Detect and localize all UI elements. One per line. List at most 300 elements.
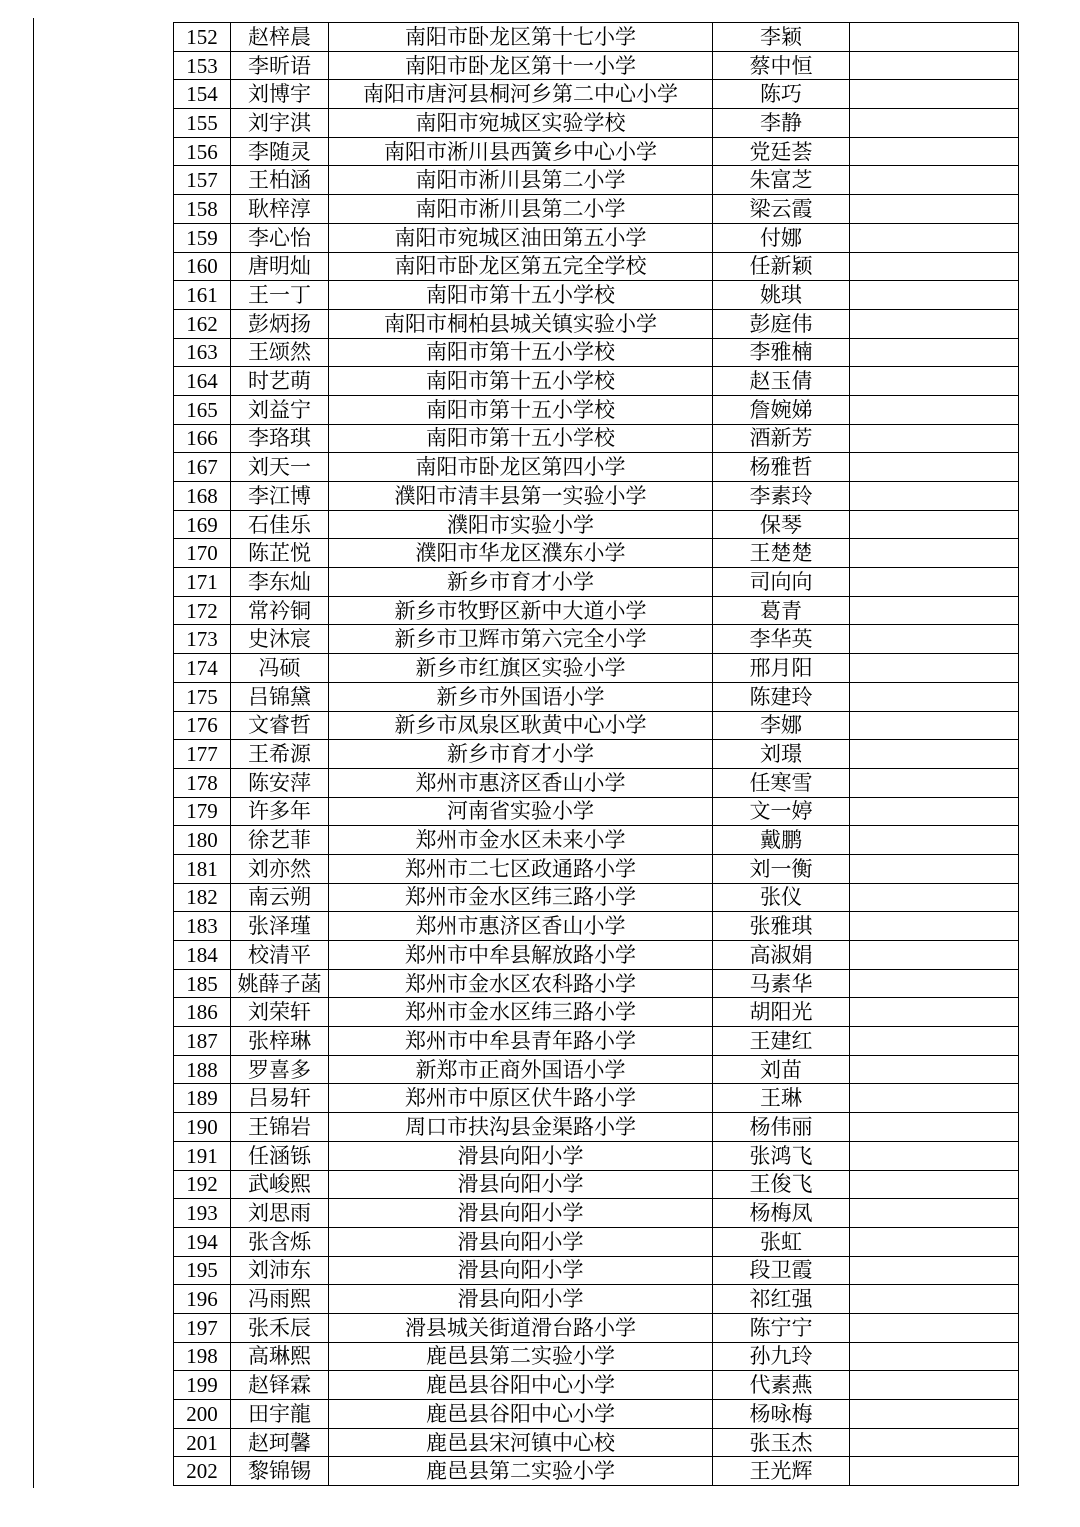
remark-cell	[850, 1285, 1019, 1314]
student-name-cell: 陈芷悦	[231, 539, 329, 568]
remark-cell	[850, 137, 1019, 166]
teacher-cell: 姚琪	[713, 281, 850, 310]
table-row	[174, 969, 1019, 998]
remark-cell	[850, 854, 1019, 883]
student-name-cell: 刘博宇	[231, 80, 329, 109]
row-number-cell: 163	[174, 338, 231, 367]
remark-cell	[850, 568, 1019, 597]
table-row	[174, 826, 1019, 855]
table-row	[174, 1141, 1019, 1170]
school-cell: 新乡市牧野区新中大道小学	[329, 596, 713, 625]
teacher-cell: 李素玲	[713, 482, 850, 511]
student-name-cell: 文睿哲	[231, 711, 329, 740]
teacher-cell: 王俊飞	[713, 1170, 850, 1199]
teacher-cell: 王光辉	[713, 1457, 850, 1486]
table-row	[174, 941, 1019, 970]
remark-cell	[850, 740, 1019, 769]
school-cell: 郑州市中原区伏牛路小学	[329, 1084, 713, 1113]
row-number-cell: 200	[174, 1400, 231, 1429]
teacher-cell: 高淑娟	[713, 941, 850, 970]
school-cell: 南阳市淅川县西簧乡中心小学	[329, 137, 713, 166]
remark-cell	[850, 1141, 1019, 1170]
remark-cell	[850, 424, 1019, 453]
table-row	[174, 1457, 1019, 1486]
school-cell: 周口市扶沟县金渠路小学	[329, 1113, 713, 1142]
student-name-cell: 王颂然	[231, 338, 329, 367]
student-name-cell: 王希源	[231, 740, 329, 769]
student-name-cell: 陈安萍	[231, 768, 329, 797]
school-cell: 新乡市育才小学	[329, 740, 713, 769]
remark-cell	[850, 768, 1019, 797]
table-row	[174, 23, 1019, 52]
row-number-cell: 169	[174, 510, 231, 539]
remark-cell	[850, 23, 1019, 52]
row-number-cell: 185	[174, 969, 231, 998]
roster-table	[173, 22, 1019, 1486]
remark-cell	[850, 654, 1019, 683]
student-name-cell: 罗喜多	[231, 1055, 329, 1084]
student-name-cell: 彭炳扬	[231, 309, 329, 338]
remark-cell	[850, 1457, 1019, 1486]
table-row	[174, 1256, 1019, 1285]
teacher-cell: 代素燕	[713, 1371, 850, 1400]
student-name-cell: 张梓琳	[231, 1027, 329, 1056]
school-cell: 鹿邑县第二实验小学	[329, 1457, 713, 1486]
school-cell: 南阳市第十五小学校	[329, 424, 713, 453]
remark-cell	[850, 1227, 1019, 1256]
table-row	[174, 568, 1019, 597]
row-number-cell: 196	[174, 1285, 231, 1314]
teacher-cell: 彭庭伟	[713, 309, 850, 338]
row-number-cell: 153	[174, 51, 231, 80]
student-name-cell: 王锦岩	[231, 1113, 329, 1142]
teacher-cell: 张雅琪	[713, 912, 850, 941]
remark-cell	[850, 367, 1019, 396]
table-row	[174, 1342, 1019, 1371]
table-row	[174, 1027, 1019, 1056]
teacher-cell: 杨梅凤	[713, 1199, 850, 1228]
row-number-cell: 161	[174, 281, 231, 310]
table-row	[174, 1285, 1019, 1314]
row-number-cell: 171	[174, 568, 231, 597]
remark-cell	[850, 109, 1019, 138]
student-name-cell: 高琳熙	[231, 1342, 329, 1371]
school-cell: 郑州市惠济区香山小学	[329, 912, 713, 941]
teacher-cell: 李静	[713, 109, 850, 138]
table-row	[174, 223, 1019, 252]
student-name-cell: 刘益宁	[231, 395, 329, 424]
teacher-cell: 葛青	[713, 596, 850, 625]
table-row	[174, 912, 1019, 941]
student-name-cell: 张泽瑾	[231, 912, 329, 941]
row-number-cell: 197	[174, 1313, 231, 1342]
teacher-cell: 陈宁宁	[713, 1313, 850, 1342]
remark-cell	[850, 309, 1019, 338]
table-row	[174, 80, 1019, 109]
teacher-cell: 刘苗	[713, 1055, 850, 1084]
student-name-cell: 武峻熙	[231, 1170, 329, 1199]
teacher-cell: 陈巧	[713, 80, 850, 109]
student-name-cell: 李昕语	[231, 51, 329, 80]
row-number-cell: 177	[174, 740, 231, 769]
remark-cell	[850, 1199, 1019, 1228]
row-number-cell: 184	[174, 941, 231, 970]
school-cell: 南阳市卧龙区第四小学	[329, 453, 713, 482]
row-number-cell: 202	[174, 1457, 231, 1486]
remark-cell	[850, 166, 1019, 195]
school-cell: 南阳市淅川县第二小学	[329, 166, 713, 195]
remark-cell	[850, 826, 1019, 855]
row-number-cell: 158	[174, 195, 231, 224]
table-row	[174, 625, 1019, 654]
school-cell: 河南省实验小学	[329, 797, 713, 826]
remark-cell	[850, 969, 1019, 998]
student-name-cell: 田宇龍	[231, 1400, 329, 1429]
student-name-cell: 李随灵	[231, 137, 329, 166]
row-number-cell: 154	[174, 80, 231, 109]
school-cell: 南阳市宛城区油田第五小学	[329, 223, 713, 252]
row-number-cell: 201	[174, 1428, 231, 1457]
table-row	[174, 338, 1019, 367]
student-name-cell: 刘沛东	[231, 1256, 329, 1285]
row-number-cell: 157	[174, 166, 231, 195]
remark-cell	[850, 510, 1019, 539]
remark-cell	[850, 912, 1019, 941]
teacher-cell: 任新颖	[713, 252, 850, 281]
teacher-cell: 王楚楚	[713, 539, 850, 568]
table-row	[174, 1371, 1019, 1400]
row-number-cell: 165	[174, 395, 231, 424]
remark-cell	[850, 1400, 1019, 1429]
remark-cell	[850, 883, 1019, 912]
student-name-cell: 冯雨熙	[231, 1285, 329, 1314]
school-cell: 滑县向阳小学	[329, 1227, 713, 1256]
school-cell: 濮阳市华龙区濮东小学	[329, 539, 713, 568]
table-row	[174, 1170, 1019, 1199]
student-name-cell: 李东灿	[231, 568, 329, 597]
student-name-cell: 刘荣轩	[231, 998, 329, 1027]
remark-cell	[850, 338, 1019, 367]
school-cell: 新乡市红旗区实验小学	[329, 654, 713, 683]
school-cell: 滑县向阳小学	[329, 1199, 713, 1228]
student-name-cell: 赵铎霖	[231, 1371, 329, 1400]
row-number-cell: 160	[174, 252, 231, 281]
table-row	[174, 281, 1019, 310]
table-row	[174, 1227, 1019, 1256]
student-name-cell: 吕锦黛	[231, 682, 329, 711]
row-number-cell: 167	[174, 453, 231, 482]
student-name-cell: 石佳乐	[231, 510, 329, 539]
student-name-cell: 刘宇淇	[231, 109, 329, 138]
student-name-cell: 吕易轩	[231, 1084, 329, 1113]
school-cell: 郑州市金水区纬三路小学	[329, 998, 713, 1027]
row-number-cell: 170	[174, 539, 231, 568]
row-number-cell: 178	[174, 768, 231, 797]
table-row	[174, 482, 1019, 511]
student-name-cell: 许多年	[231, 797, 329, 826]
student-name-cell: 史沐宸	[231, 625, 329, 654]
row-number-cell: 191	[174, 1141, 231, 1170]
teacher-cell: 段卫霞	[713, 1256, 850, 1285]
teacher-cell: 张仪	[713, 883, 850, 912]
remark-cell	[850, 51, 1019, 80]
teacher-cell: 文一婷	[713, 797, 850, 826]
table-row	[174, 424, 1019, 453]
teacher-cell: 党廷荟	[713, 137, 850, 166]
school-cell: 南阳市第十五小学校	[329, 338, 713, 367]
student-name-cell: 王柏涵	[231, 166, 329, 195]
table-row	[174, 137, 1019, 166]
row-number-cell: 168	[174, 482, 231, 511]
remark-cell	[850, 1313, 1019, 1342]
remark-cell	[850, 1113, 1019, 1142]
school-cell: 鹿邑县第二实验小学	[329, 1342, 713, 1371]
student-name-cell: 李珞琪	[231, 424, 329, 453]
school-cell: 濮阳市清丰县第一实验小学	[329, 482, 713, 511]
teacher-cell: 邢月阳	[713, 654, 850, 683]
remark-cell	[850, 395, 1019, 424]
remark-cell	[850, 711, 1019, 740]
teacher-cell: 张虹	[713, 1227, 850, 1256]
student-name-cell: 刘亦然	[231, 854, 329, 883]
school-cell: 新乡市外国语小学	[329, 682, 713, 711]
teacher-cell: 陈建玲	[713, 682, 850, 711]
row-number-cell: 175	[174, 682, 231, 711]
row-number-cell: 182	[174, 883, 231, 912]
school-cell: 郑州市金水区未来小学	[329, 826, 713, 855]
remark-cell	[850, 941, 1019, 970]
row-number-cell: 192	[174, 1170, 231, 1199]
teacher-cell: 朱富芝	[713, 166, 850, 195]
student-name-cell: 赵梓晨	[231, 23, 329, 52]
row-number-cell: 193	[174, 1199, 231, 1228]
remark-cell	[850, 453, 1019, 482]
school-cell: 郑州市金水区农科路小学	[329, 969, 713, 998]
student-name-cell: 李江博	[231, 482, 329, 511]
row-number-cell: 194	[174, 1227, 231, 1256]
row-number-cell: 176	[174, 711, 231, 740]
teacher-cell: 刘一衡	[713, 854, 850, 883]
teacher-cell: 保琴	[713, 510, 850, 539]
teacher-cell: 詹婉娣	[713, 395, 850, 424]
school-cell: 南阳市唐河县桐河乡第二中心小学	[329, 80, 713, 109]
school-cell: 南阳市卧龙区第十七小学	[329, 23, 713, 52]
school-cell: 新郑市正商外国语小学	[329, 1055, 713, 1084]
student-name-cell: 冯硕	[231, 654, 329, 683]
student-name-cell: 王一丁	[231, 281, 329, 310]
table-row	[174, 109, 1019, 138]
row-number-cell: 187	[174, 1027, 231, 1056]
remark-cell	[850, 1055, 1019, 1084]
row-number-cell: 198	[174, 1342, 231, 1371]
table-row	[174, 654, 1019, 683]
row-number-cell: 162	[174, 309, 231, 338]
remark-cell	[850, 80, 1019, 109]
student-name-cell: 姚薛子菡	[231, 969, 329, 998]
school-cell: 滑县向阳小学	[329, 1256, 713, 1285]
row-number-cell: 188	[174, 1055, 231, 1084]
school-cell: 鹿邑县谷阳中心小学	[329, 1400, 713, 1429]
teacher-cell: 司向向	[713, 568, 850, 597]
row-number-cell: 181	[174, 854, 231, 883]
table-row	[174, 166, 1019, 195]
table-row	[174, 1428, 1019, 1457]
remark-cell	[850, 797, 1019, 826]
teacher-cell: 杨雅哲	[713, 453, 850, 482]
teacher-cell: 胡阳光	[713, 998, 850, 1027]
teacher-cell: 刘璟	[713, 740, 850, 769]
school-cell: 郑州市惠济区香山小学	[329, 768, 713, 797]
school-cell: 南阳市淅川县第二小学	[329, 195, 713, 224]
remark-cell	[850, 1256, 1019, 1285]
table-row	[174, 367, 1019, 396]
table-row	[174, 596, 1019, 625]
remark-cell	[850, 1084, 1019, 1113]
school-cell: 滑县向阳小学	[329, 1141, 713, 1170]
remark-cell	[850, 1428, 1019, 1457]
remark-cell	[850, 195, 1019, 224]
table-row	[174, 453, 1019, 482]
remark-cell	[850, 1170, 1019, 1199]
remark-cell	[850, 223, 1019, 252]
row-number-cell: 190	[174, 1113, 231, 1142]
table-row	[174, 682, 1019, 711]
table-row	[174, 395, 1019, 424]
row-number-cell: 186	[174, 998, 231, 1027]
teacher-cell: 王琳	[713, 1084, 850, 1113]
school-cell: 郑州市中牟县青年路小学	[329, 1027, 713, 1056]
remark-cell	[850, 998, 1019, 1027]
row-number-cell: 180	[174, 826, 231, 855]
teacher-cell: 张玉杰	[713, 1428, 850, 1457]
student-name-cell: 唐明灿	[231, 252, 329, 281]
student-name-cell: 刘天一	[231, 453, 329, 482]
row-number-cell: 152	[174, 23, 231, 52]
teacher-cell: 酒新芳	[713, 424, 850, 453]
table-row	[174, 1055, 1019, 1084]
school-cell: 滑县城关街道滑台路小学	[329, 1313, 713, 1342]
table-row	[174, 51, 1019, 80]
remark-cell	[850, 1371, 1019, 1400]
student-name-cell: 张禾辰	[231, 1313, 329, 1342]
teacher-cell: 张鸿飞	[713, 1141, 850, 1170]
table-row	[174, 797, 1019, 826]
remark-cell	[850, 539, 1019, 568]
row-number-cell: 164	[174, 367, 231, 396]
table-row	[174, 1199, 1019, 1228]
school-cell: 新乡市卫辉市第六完全小学	[329, 625, 713, 654]
remark-cell	[850, 682, 1019, 711]
student-name-cell: 任涵铄	[231, 1141, 329, 1170]
roster-table-body	[174, 23, 1019, 1486]
school-cell: 南阳市第十五小学校	[329, 281, 713, 310]
row-number-cell: 155	[174, 109, 231, 138]
remark-cell	[850, 1342, 1019, 1371]
row-number-cell: 195	[174, 1256, 231, 1285]
row-number-cell: 183	[174, 912, 231, 941]
school-cell: 新乡市育才小学	[329, 568, 713, 597]
school-cell: 濮阳市实验小学	[329, 510, 713, 539]
remark-cell	[850, 281, 1019, 310]
teacher-cell: 任寒雪	[713, 768, 850, 797]
teacher-cell: 付娜	[713, 223, 850, 252]
remark-cell	[850, 1027, 1019, 1056]
remark-cell	[850, 252, 1019, 281]
teacher-cell: 马素华	[713, 969, 850, 998]
row-number-cell: 172	[174, 596, 231, 625]
school-cell: 滑县向阳小学	[329, 1170, 713, 1199]
student-name-cell: 校清平	[231, 941, 329, 970]
school-cell: 南阳市第十五小学校	[329, 395, 713, 424]
table-row	[174, 883, 1019, 912]
teacher-cell: 李娜	[713, 711, 850, 740]
table-row	[174, 998, 1019, 1027]
school-cell: 新乡市凤泉区耿黄中心小学	[329, 711, 713, 740]
table-row	[174, 768, 1019, 797]
school-cell: 鹿邑县宋河镇中心校	[329, 1428, 713, 1457]
teacher-cell: 李颖	[713, 23, 850, 52]
student-name-cell: 时艺萌	[231, 367, 329, 396]
student-name-cell: 常衿铜	[231, 596, 329, 625]
page-margin-line	[33, 18, 34, 1488]
student-name-cell: 张含烁	[231, 1227, 329, 1256]
school-cell: 郑州市金水区纬三路小学	[329, 883, 713, 912]
school-cell: 南阳市卧龙区第五完全学校	[329, 252, 713, 281]
row-number-cell: 179	[174, 797, 231, 826]
teacher-cell: 杨伟丽	[713, 1113, 850, 1142]
table-row	[174, 740, 1019, 769]
school-cell: 南阳市卧龙区第十一小学	[329, 51, 713, 80]
student-name-cell: 南云朔	[231, 883, 329, 912]
row-number-cell: 199	[174, 1371, 231, 1400]
school-cell: 滑县向阳小学	[329, 1285, 713, 1314]
teacher-cell: 蔡中恒	[713, 51, 850, 80]
row-number-cell: 159	[174, 223, 231, 252]
remark-cell	[850, 482, 1019, 511]
table-row	[174, 711, 1019, 740]
table-row	[174, 252, 1019, 281]
teacher-cell: 孙九玲	[713, 1342, 850, 1371]
teacher-cell: 李华英	[713, 625, 850, 654]
table-row	[174, 854, 1019, 883]
school-cell: 郑州市二七区政通路小学	[329, 854, 713, 883]
student-name-cell: 徐艺菲	[231, 826, 329, 855]
teacher-cell: 李雅楠	[713, 338, 850, 367]
table-row	[174, 539, 1019, 568]
row-number-cell: 174	[174, 654, 231, 683]
teacher-cell: 梁云霞	[713, 195, 850, 224]
table-row	[174, 510, 1019, 539]
student-name-cell: 赵珂馨	[231, 1428, 329, 1457]
row-number-cell: 189	[174, 1084, 231, 1113]
table-row	[174, 1113, 1019, 1142]
table-row	[174, 1313, 1019, 1342]
row-number-cell: 156	[174, 137, 231, 166]
remark-cell	[850, 596, 1019, 625]
student-name-cell: 耿梓淳	[231, 195, 329, 224]
school-cell: 南阳市第十五小学校	[329, 367, 713, 396]
table-row	[174, 195, 1019, 224]
student-name-cell: 刘思雨	[231, 1199, 329, 1228]
teacher-cell: 杨咏梅	[713, 1400, 850, 1429]
teacher-cell: 赵玉倩	[713, 367, 850, 396]
table-row	[174, 1400, 1019, 1429]
table-row	[174, 309, 1019, 338]
school-cell: 郑州市中牟县解放路小学	[329, 941, 713, 970]
table-row	[174, 1084, 1019, 1113]
teacher-cell: 王建红	[713, 1027, 850, 1056]
school-cell: 南阳市桐柏县城关镇实验小学	[329, 309, 713, 338]
